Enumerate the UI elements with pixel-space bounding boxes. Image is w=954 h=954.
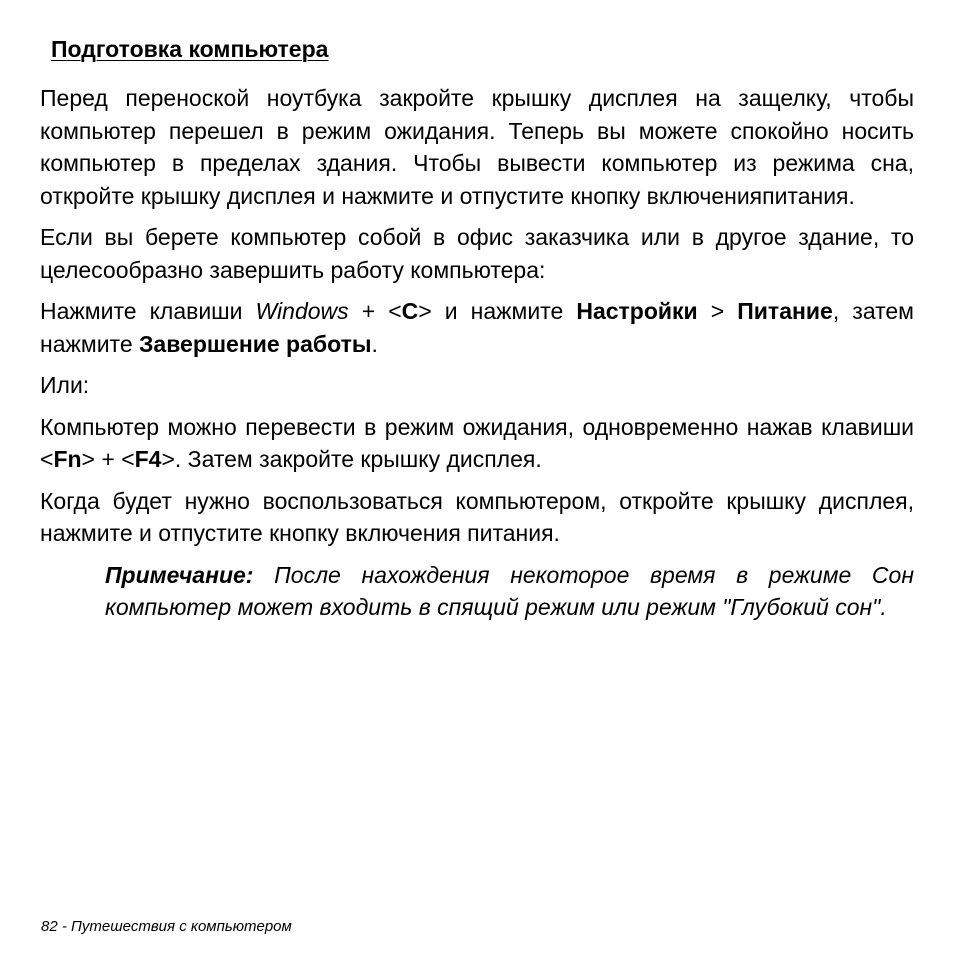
paragraph-shutdown-steps	[40, 295, 914, 360]
text-fragment: + <	[348, 298, 402, 324]
page-footer: 82 - Путешествия с компьютером	[41, 918, 292, 935]
note-text: После нахождения некоторое время в режиме Сон компьютер может входить в спящий режим или режим "Глубокий сон".	[105, 561, 914, 620]
key-fn-label: Fn	[53, 446, 82, 472]
paragraph-wake: Когда будет нужно воспользоваться компьютером, откройте крышку дисплея, нажмите и отпустите кнопку включения питания.	[40, 487, 914, 546]
paragraph-close-lid: Перед переноской ноутбука закройте крышку дисплея на защелку, чтобы компьютер перешел в режим ожидания. Теперь вы можете спокойно носить компьютер в пределах здания. Чтобы вывести компьютер из режима сна, откройте крышку дисплея и нажмите и отпустите кнопку включенияпитания.	[40, 85, 914, 209]
settings-label: Настройки	[576, 298, 698, 324]
text-fragment: .	[371, 330, 378, 357]
paragraph-take-to-client: Если вы берете компьютер собой в офис заказчика или в другое здание, то целесообразно завершить работу компьютера:	[40, 224, 914, 283]
section-heading: Подготовка компьютера	[51, 36, 329, 62]
text-fragment: Компьютер можно перевести в режим ожидания, одновременно нажав клавиши <	[40, 413, 914, 472]
shutdown-label: Завершение работы	[139, 330, 372, 357]
key-c-label: C	[401, 298, 419, 324]
body-text	[40, 82, 914, 624]
text-fragment: Нажмите клавиши	[40, 298, 256, 324]
text-fragment: >. Затем закройте крышку дисплея.	[161, 446, 542, 472]
key-f4-label: F4	[134, 446, 162, 472]
paragraph-or: Или:	[40, 372, 90, 398]
power-label: Питание	[737, 298, 833, 324]
text-fragment: >	[697, 298, 738, 324]
text-fragment: > и нажмите	[418, 298, 577, 324]
text-fragment: > + <	[81, 446, 135, 472]
note-block	[105, 559, 914, 624]
paragraph-sleep-keys	[40, 411, 914, 476]
note-label: Примечание:	[105, 561, 254, 588]
text-fragment: , затем нажмите	[40, 298, 914, 357]
windows-key-label: Windows	[255, 298, 349, 324]
